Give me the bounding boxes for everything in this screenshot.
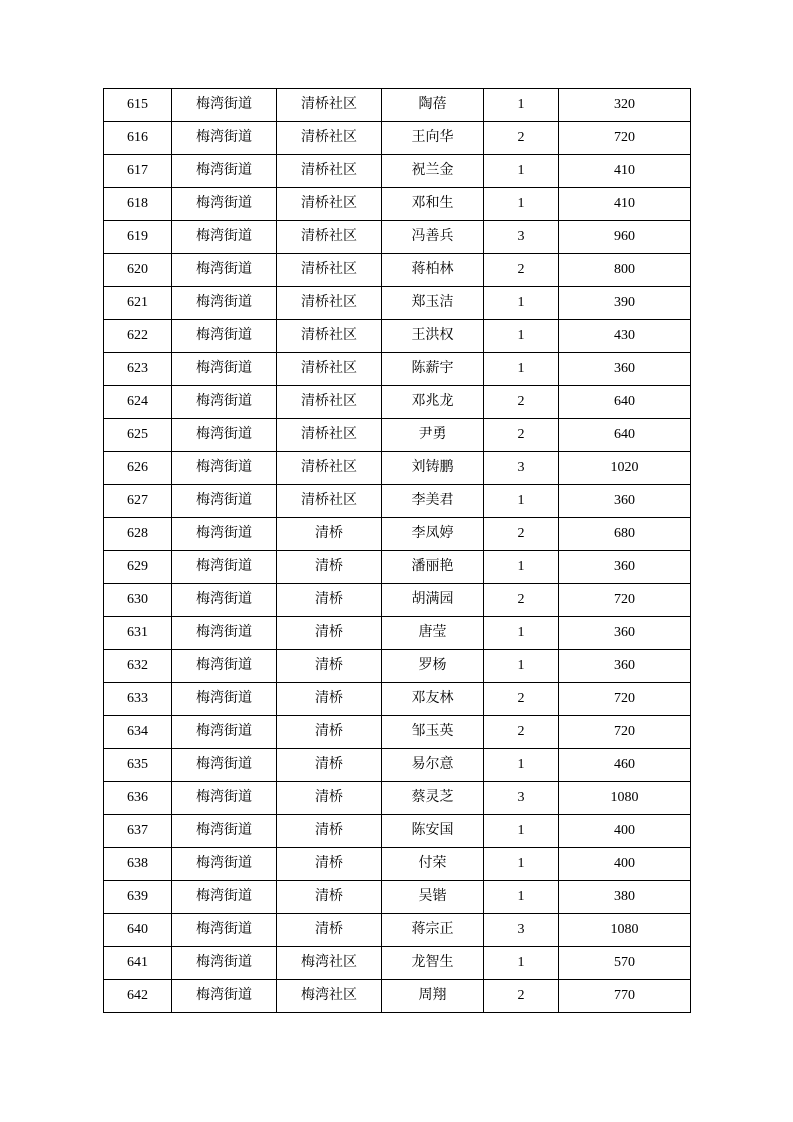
cell-seq: 629: [104, 551, 172, 584]
cell-street: 梅湾街道: [172, 122, 277, 155]
cell-seq: 630: [104, 584, 172, 617]
cell-seq: 632: [104, 650, 172, 683]
cell-community: 清桥: [277, 551, 382, 584]
table-row: [104, 122, 691, 155]
cell-seq: 635: [104, 749, 172, 782]
cell-community: 清桥社区: [277, 155, 382, 188]
cell-community: 清桥: [277, 815, 382, 848]
cell-count: 2: [484, 518, 559, 551]
cell-street: 梅湾街道: [172, 386, 277, 419]
cell-count: 2: [484, 254, 559, 287]
cell-amount: 570: [559, 947, 691, 980]
cell-name: 刘铸鹏: [382, 452, 484, 485]
cell-street: 梅湾街道: [172, 551, 277, 584]
cell-name: 邓兆龙: [382, 386, 484, 419]
cell-name: 郑玉洁: [382, 287, 484, 320]
cell-street: 梅湾街道: [172, 485, 277, 518]
table-row: [104, 584, 691, 617]
cell-community: 清桥社区: [277, 221, 382, 254]
cell-name: 龙智生: [382, 947, 484, 980]
cell-street: 梅湾街道: [172, 881, 277, 914]
cell-street: 梅湾街道: [172, 221, 277, 254]
table-row: [104, 815, 691, 848]
cell-community: 清桥社区: [277, 320, 382, 353]
cell-count: 1: [484, 749, 559, 782]
cell-name: 李美君: [382, 485, 484, 518]
cell-seq: 617: [104, 155, 172, 188]
cell-count: 2: [484, 683, 559, 716]
cell-seq: 622: [104, 320, 172, 353]
table-row: [104, 155, 691, 188]
cell-count: 2: [484, 419, 559, 452]
cell-street: 梅湾街道: [172, 617, 277, 650]
cell-amount: 380: [559, 881, 691, 914]
cell-count: 1: [484, 551, 559, 584]
cell-amount: 410: [559, 188, 691, 221]
cell-seq: 624: [104, 386, 172, 419]
cell-community: 清桥: [277, 749, 382, 782]
cell-street: 梅湾街道: [172, 155, 277, 188]
cell-amount: 360: [559, 353, 691, 386]
cell-street: 梅湾街道: [172, 518, 277, 551]
cell-amount: 460: [559, 749, 691, 782]
table-row: [104, 881, 691, 914]
cell-amount: 430: [559, 320, 691, 353]
cell-community: 清桥: [277, 782, 382, 815]
cell-name: 付荣: [382, 848, 484, 881]
cell-seq: 639: [104, 881, 172, 914]
cell-count: 1: [484, 650, 559, 683]
cell-name: 周翔: [382, 980, 484, 1013]
cell-seq: 620: [104, 254, 172, 287]
cell-name: 易尔意: [382, 749, 484, 782]
cell-seq: 625: [104, 419, 172, 452]
cell-community: 清桥: [277, 617, 382, 650]
cell-community: 清桥: [277, 914, 382, 947]
cell-amount: 680: [559, 518, 691, 551]
table-row: [104, 221, 691, 254]
cell-community: 清桥社区: [277, 353, 382, 386]
cell-count: 1: [484, 881, 559, 914]
cell-street: 梅湾街道: [172, 716, 277, 749]
cell-seq: 642: [104, 980, 172, 1013]
cell-street: 梅湾街道: [172, 980, 277, 1013]
table-row: [104, 386, 691, 419]
table-row: [104, 353, 691, 386]
table-row: [104, 287, 691, 320]
cell-seq: 623: [104, 353, 172, 386]
cell-community: 清桥社区: [277, 485, 382, 518]
cell-amount: 390: [559, 287, 691, 320]
table-row: [104, 419, 691, 452]
cell-community: 清桥社区: [277, 254, 382, 287]
cell-name: 邓友林: [382, 683, 484, 716]
cell-count: 1: [484, 848, 559, 881]
cell-community: 梅湾社区: [277, 947, 382, 980]
cell-street: 梅湾街道: [172, 914, 277, 947]
cell-amount: 640: [559, 386, 691, 419]
cell-street: 梅湾街道: [172, 683, 277, 716]
table-row: [104, 485, 691, 518]
cell-name: 吴锴: [382, 881, 484, 914]
cell-name: 邓和生: [382, 188, 484, 221]
cell-street: 梅湾街道: [172, 650, 277, 683]
cell-count: 1: [484, 188, 559, 221]
table-row: [104, 782, 691, 815]
cell-community: 清桥: [277, 716, 382, 749]
cell-seq: 633: [104, 683, 172, 716]
cell-name: 王洪权: [382, 320, 484, 353]
cell-amount: 770: [559, 980, 691, 1013]
table-row: [104, 650, 691, 683]
cell-street: 梅湾街道: [172, 188, 277, 221]
cell-community: 清桥社区: [277, 122, 382, 155]
cell-street: 梅湾街道: [172, 89, 277, 122]
cell-community: 清桥社区: [277, 287, 382, 320]
cell-name: 唐莹: [382, 617, 484, 650]
cell-name: 蔡灵芝: [382, 782, 484, 815]
cell-community: 清桥社区: [277, 89, 382, 122]
cell-name: 王向华: [382, 122, 484, 155]
cell-count: 1: [484, 617, 559, 650]
cell-name: 蒋宗正: [382, 914, 484, 947]
subsidy-table: [103, 88, 691, 1013]
cell-seq: 627: [104, 485, 172, 518]
cell-community: 清桥社区: [277, 188, 382, 221]
cell-amount: 400: [559, 848, 691, 881]
cell-amount: 1080: [559, 914, 691, 947]
cell-amount: 360: [559, 551, 691, 584]
cell-amount: 360: [559, 485, 691, 518]
cell-seq: 638: [104, 848, 172, 881]
table-row: [104, 188, 691, 221]
cell-count: 2: [484, 716, 559, 749]
cell-count: 1: [484, 947, 559, 980]
cell-name: 陈薪宇: [382, 353, 484, 386]
cell-seq: 637: [104, 815, 172, 848]
table-row: [104, 683, 691, 716]
cell-amount: 720: [559, 716, 691, 749]
cell-street: 梅湾街道: [172, 452, 277, 485]
cell-name: 李凤婷: [382, 518, 484, 551]
cell-community: 梅湾社区: [277, 980, 382, 1013]
cell-count: 1: [484, 485, 559, 518]
cell-name: 陈安国: [382, 815, 484, 848]
cell-name: 胡满园: [382, 584, 484, 617]
cell-community: 清桥: [277, 650, 382, 683]
cell-amount: 640: [559, 419, 691, 452]
table-row: [104, 749, 691, 782]
cell-count: 2: [484, 980, 559, 1013]
cell-count: 2: [484, 584, 559, 617]
cell-amount: 720: [559, 683, 691, 716]
cell-street: 梅湾街道: [172, 815, 277, 848]
cell-amount: 720: [559, 122, 691, 155]
cell-amount: 320: [559, 89, 691, 122]
cell-amount: 1080: [559, 782, 691, 815]
cell-seq: 621: [104, 287, 172, 320]
cell-seq: 618: [104, 188, 172, 221]
cell-street: 梅湾街道: [172, 584, 277, 617]
cell-count: 1: [484, 155, 559, 188]
cell-community: 清桥: [277, 584, 382, 617]
cell-name: 潘丽艳: [382, 551, 484, 584]
cell-community: 清桥: [277, 518, 382, 551]
table-row: [104, 980, 691, 1013]
cell-seq: 641: [104, 947, 172, 980]
cell-seq: 636: [104, 782, 172, 815]
cell-community: 清桥社区: [277, 386, 382, 419]
cell-amount: 1020: [559, 452, 691, 485]
cell-street: 梅湾街道: [172, 947, 277, 980]
table-body: [104, 89, 691, 1013]
cell-community: 清桥社区: [277, 419, 382, 452]
cell-name: 罗杨: [382, 650, 484, 683]
cell-amount: 720: [559, 584, 691, 617]
cell-community: 清桥: [277, 881, 382, 914]
cell-community: 清桥: [277, 848, 382, 881]
cell-community: 清桥: [277, 683, 382, 716]
cell-name: 尹勇: [382, 419, 484, 452]
cell-seq: 640: [104, 914, 172, 947]
table-row: [104, 716, 691, 749]
table-row: [104, 551, 691, 584]
table-row: [104, 617, 691, 650]
cell-street: 梅湾街道: [172, 353, 277, 386]
cell-name: 冯善兵: [382, 221, 484, 254]
cell-count: 3: [484, 221, 559, 254]
cell-count: 1: [484, 353, 559, 386]
cell-amount: 360: [559, 650, 691, 683]
cell-amount: 360: [559, 617, 691, 650]
cell-amount: 400: [559, 815, 691, 848]
cell-amount: 960: [559, 221, 691, 254]
table-row: [104, 452, 691, 485]
cell-count: 3: [484, 452, 559, 485]
cell-seq: 628: [104, 518, 172, 551]
cell-name: 邹玉英: [382, 716, 484, 749]
cell-street: 梅湾街道: [172, 848, 277, 881]
table-row: [104, 947, 691, 980]
cell-street: 梅湾街道: [172, 254, 277, 287]
cell-count: 1: [484, 89, 559, 122]
table-row: [104, 89, 691, 122]
cell-name: 祝兰金: [382, 155, 484, 188]
cell-community: 清桥社区: [277, 452, 382, 485]
cell-seq: 619: [104, 221, 172, 254]
cell-street: 梅湾街道: [172, 782, 277, 815]
cell-name: 陶蓓: [382, 89, 484, 122]
cell-amount: 410: [559, 155, 691, 188]
cell-seq: 615: [104, 89, 172, 122]
cell-seq: 631: [104, 617, 172, 650]
cell-seq: 634: [104, 716, 172, 749]
cell-street: 梅湾街道: [172, 320, 277, 353]
cell-street: 梅湾街道: [172, 287, 277, 320]
cell-count: 3: [484, 914, 559, 947]
cell-count: 3: [484, 782, 559, 815]
cell-amount: 800: [559, 254, 691, 287]
cell-seq: 626: [104, 452, 172, 485]
cell-count: 1: [484, 320, 559, 353]
table-row: [104, 254, 691, 287]
cell-street: 梅湾街道: [172, 749, 277, 782]
table-row: [104, 914, 691, 947]
cell-street: 梅湾街道: [172, 419, 277, 452]
cell-count: 2: [484, 122, 559, 155]
cell-count: 2: [484, 386, 559, 419]
cell-seq: 616: [104, 122, 172, 155]
cell-name: 蒋柏林: [382, 254, 484, 287]
table-row: [104, 320, 691, 353]
cell-count: 1: [484, 287, 559, 320]
table-row: [104, 848, 691, 881]
cell-count: 1: [484, 815, 559, 848]
table-row: [104, 518, 691, 551]
